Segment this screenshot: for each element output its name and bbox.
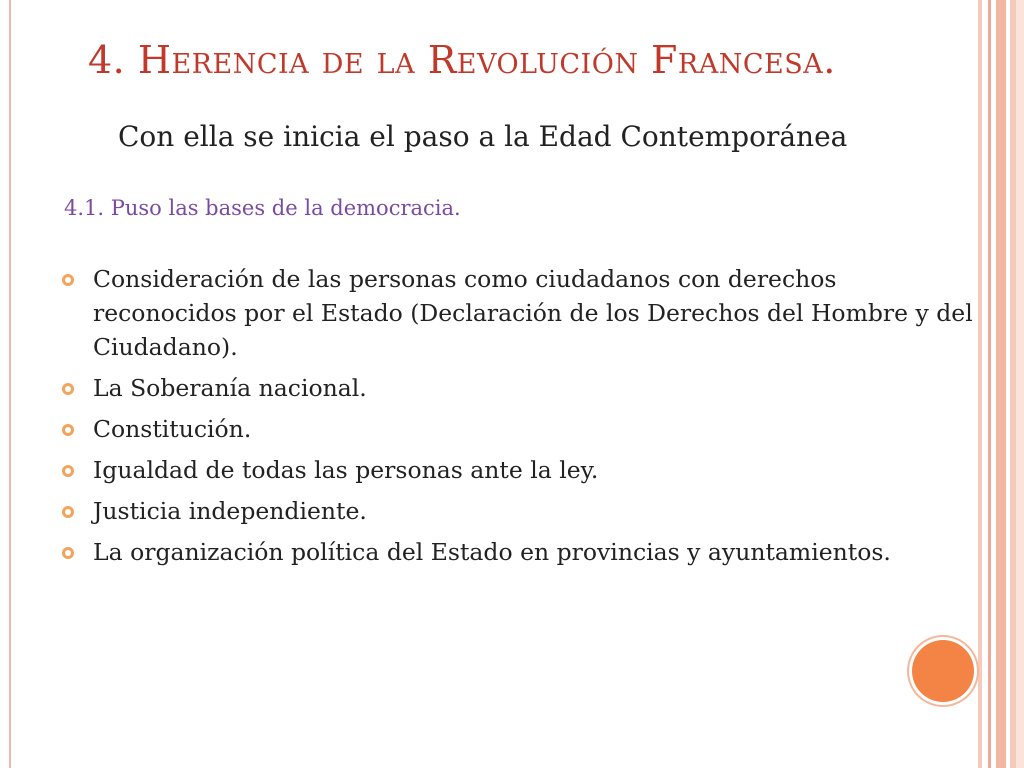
slide-title: 4. Herencia de la Revolución Francesa. [88,38,836,82]
bullet-item [58,412,978,446]
left-border [0,0,11,768]
decorative-orange-circle [912,640,974,702]
ring-bullet-icon [62,506,74,518]
bullet-item [58,371,978,405]
bullet-list [58,262,978,576]
right-decorative-border [978,0,1024,768]
bullet-text: Consideración de las personas como ciudadanos con derechos reconocidos por el Estado (Declaración de los Derechos del Hombre y del Ciudadano). [93,265,973,361]
bullet-item [58,535,978,569]
border-stripe [1016,0,1024,768]
bullet-text: La organización política del Estado en provincias y ayuntamientos. [93,538,891,566]
slide-subtitle: Con ella se inicia el paso a la Edad Contemporánea [118,120,848,153]
ring-bullet-icon [62,465,74,477]
ring-bullet-icon [62,424,74,436]
border-stripe [996,0,1006,768]
bullet-text: Constitución. [93,415,252,443]
bullet-item [58,494,978,528]
bullet-text: Igualdad de todas las personas ante la ley. [93,456,599,484]
ring-bullet-icon [62,274,74,286]
bullet-text: Justicia independiente. [93,497,367,525]
bullet-item [58,262,978,364]
bullet-text: La Soberanía nacional. [93,374,367,402]
ring-bullet-icon [62,547,74,559]
ring-bullet-icon [62,383,74,395]
bullet-item [58,453,978,487]
section-heading: 4.1. Puso las bases de la democracia. [64,196,461,220]
